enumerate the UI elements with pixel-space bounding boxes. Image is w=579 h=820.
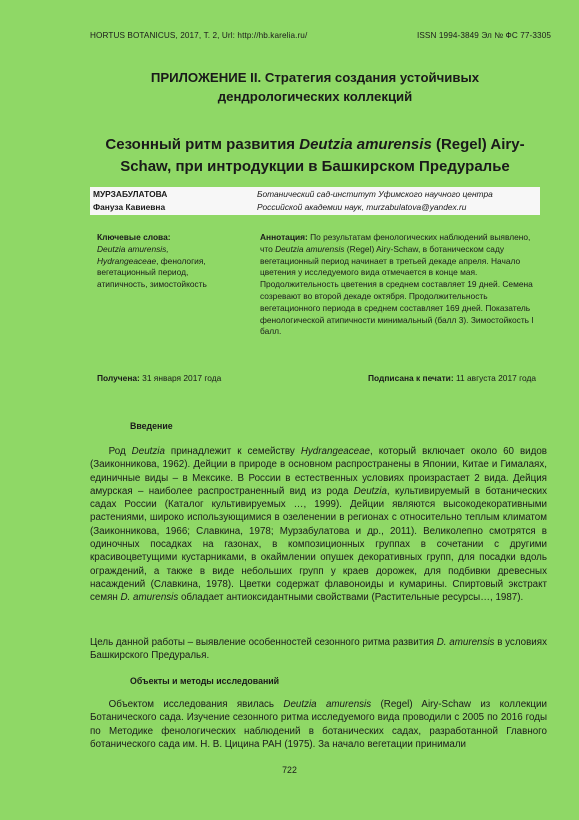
author-affiliation <box>257 188 493 213</box>
p2-text-b: в условиях Башкирского Предуралья. <box>90 637 547 662</box>
received-date <box>97 373 221 383</box>
author-given-name: Фануза Кавиевна <box>93 201 166 212</box>
keyword-4: атипичность, зимостойкость <box>97 279 207 290</box>
received-value: 31 января 2017 года <box>139 373 222 383</box>
methods-paragraph <box>90 698 547 751</box>
keywords-heading: Ключевые слова: <box>97 232 171 242</box>
p3-text-b: (Regel) Airy-Schaw из коллекции Ботанического сада. Изучение сезонного ритма исследуемого вида проводили с 2005 по 2016 годы по Методике фенологических наблюдений в ботанических садах, разработанной Главного ботанического сада им. Н. В. Цицина РАН (1975). За начало вегетации принимали <box>90 699 547 750</box>
page-number: 722 <box>282 765 297 775</box>
title-pre: Сезонный ритм развития <box>105 136 300 153</box>
author-names <box>93 188 167 213</box>
keyword-1: Deutzia amurensis, <box>97 243 169 254</box>
affiliation-line-2: Российской академии наук, murzabulatova@yandex.ru <box>257 201 467 212</box>
p1-species: D. amurensis <box>120 592 179 604</box>
p1-genus: Deutzia <box>131 446 165 457</box>
p3-text-a: Объектом исследования явилась <box>108 699 284 710</box>
appendix-heading <box>90 68 540 106</box>
keywords-block <box>97 232 257 291</box>
p1-text-d: , культивируемый в ботанических садах России (Каталог культивируемых …, 1999). Дейции являются высокодекоративными растениями, широко использующимися в озеленении в регионах с относительно теплым климатом (Заиконникова, 1966; Славкина, 1978; Мурзабулатова и др., 2011). Великолепно смотрятся в одиночных посадках на газонах, в композиционных группах в сочетании с другими красивоцветущими кустарниками, в окаймлении опушек декоративных групп, для посадки вдоль ограждений, а также в виде небольших групп у краев дорожек, для подбивки древесных насаждений (Славкина, 1978). Цветки содержат флавоноиды и кумарины. Спиртовый экстракт семян <box>90 485 548 604</box>
appendix-line-1: ПРИЛОЖЕНИЕ II. Стратегия создания устойчивых <box>150 70 480 85</box>
p1-text-a: Род <box>108 446 132 457</box>
abstract-text-2: (Regel) Airy-Schaw, в ботаническом саду вегетационный период начинает в третьей декаде апреля. Начало цветения у исследуемого вида отмечается в конце мая. Продолжительность цветения в среднем составляет 19 дней. Семена созревают во второй декаде октября. Продолжительность вегетационного периода в среднем составляет 169 дней. Показатель фенологической атипичности минимальный (балл 3). Зимостойкость I балл. <box>260 243 534 337</box>
p1-text-e: обладает антиоксидантными свойствами (Растительные ресурсы…, 1987). <box>178 592 524 604</box>
keyword-2-rest: , фенология, <box>156 255 206 266</box>
received-label: Получена: <box>97 373 140 383</box>
appendix-line-2: дендрологических коллекций <box>217 89 413 104</box>
p1-family: Hydrangeaceae <box>300 446 370 457</box>
signed-value: 11 августа 2017 года <box>453 373 536 383</box>
affiliation-line-1: Ботанический сад-институт Уфимского научного центра <box>257 189 493 199</box>
signed-date <box>368 373 536 383</box>
p1-text-b: принадлежит к семейству <box>164 446 301 457</box>
author-block <box>90 187 540 215</box>
keyword-3: вегетационный период, <box>97 267 189 278</box>
abstract-text-1: По результатам фенологических наблюдений выявлено, что <box>260 232 531 254</box>
keyword-2 <box>97 256 257 268</box>
p1-text-c: , который включает около 60 видов (Заиконникова, 1962). Дейции в природе в основном распространены в Японии, Китае и Гималаях, единичные виды – в Мексике. В России в естественных условиях произрастает 2 вида. Дейция амурская – наиболее распространенный вид из рода <box>90 446 548 497</box>
p3-species: Deutzia amurensis <box>283 699 372 710</box>
keyword-2-italic: Hydrangeaceae <box>97 255 157 266</box>
title-post: (Regel) Airy-Schaw, при интродукции в Башкирском Предуралье <box>120 136 525 175</box>
abstract-heading: Аннотация: <box>260 232 308 242</box>
title-species: Deutzia amurensis <box>299 136 432 153</box>
author-surname: МУРЗАБУЛАТОВА <box>93 189 168 199</box>
paper-title <box>85 134 545 178</box>
intro-paragraph-2 <box>90 636 547 663</box>
methods-heading: Объекты и методы исследований <box>130 676 280 686</box>
abstract-block <box>260 232 535 338</box>
issn-header: ISSN 1994-3849 Эл № ФС 77-3305 <box>417 31 551 40</box>
journal-header: HORTUS BOTANICUS, 2017, Т. 2, Url: http://hb.karelia.ru/ <box>90 31 308 40</box>
p1-genus-2: Deutzia <box>353 485 387 497</box>
intro-paragraph-1 <box>90 445 547 605</box>
signed-label: Подписана к печати: <box>368 373 454 383</box>
p2-species: D. amurensis <box>436 637 495 648</box>
p2-text-a: Цель данной работы – выявление особенностей сезонного ритма развития <box>90 637 437 648</box>
abstract-species: Deutzia amurensis <box>275 243 345 254</box>
intro-heading: Введение <box>130 421 173 431</box>
